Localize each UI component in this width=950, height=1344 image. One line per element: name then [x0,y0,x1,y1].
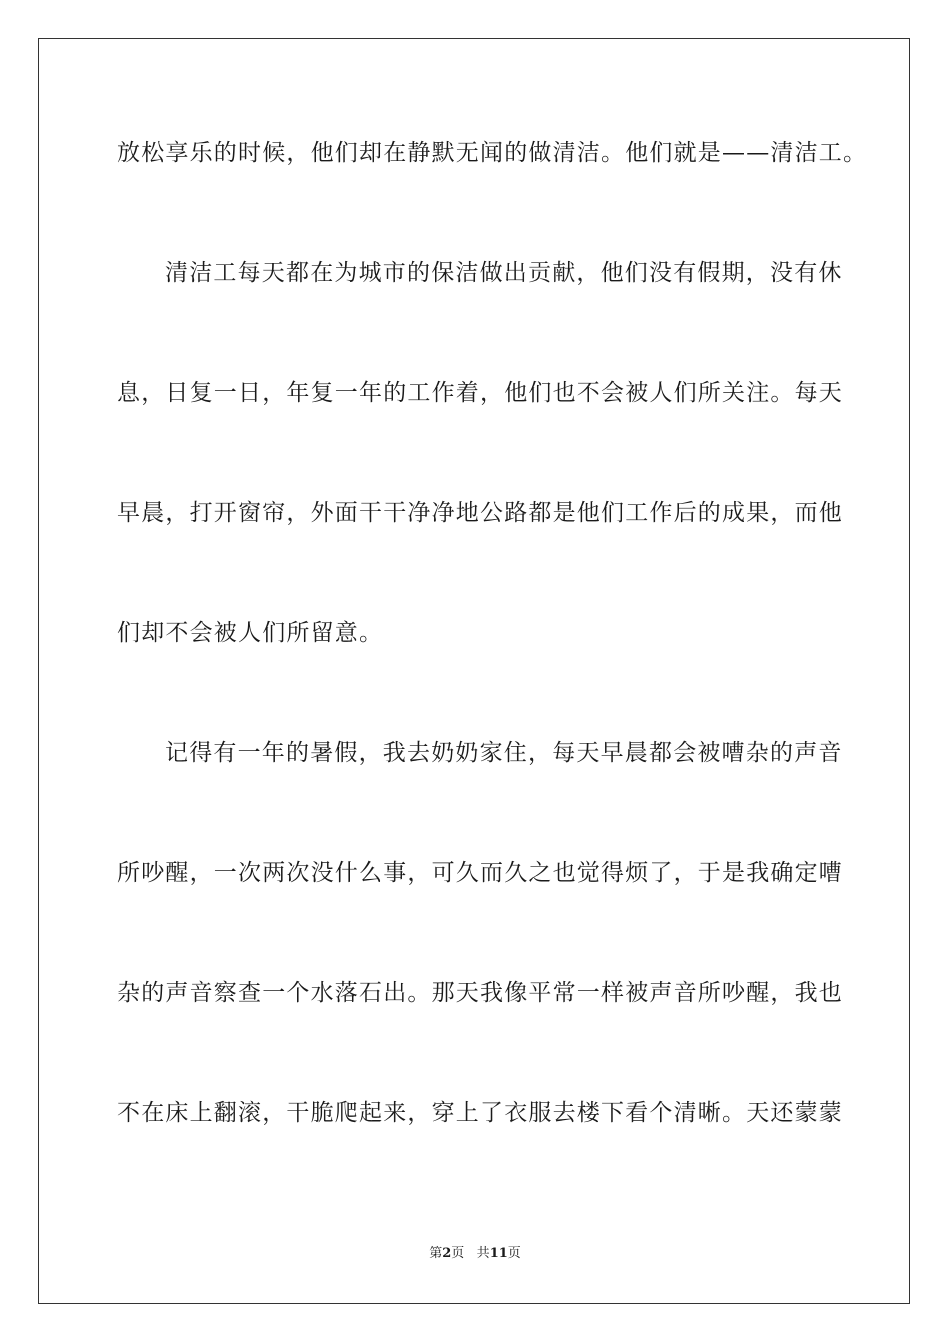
page-number: 2 [442,1246,452,1261]
document-body [117,129,868,1209]
text-line: 所吵醒，一次两次没什么事，可久而久之也觉得烦了，于是我确定嘈 [117,860,843,886]
text-line: 记得有一年的暑假，我去奶奶家住，每天早晨都会被嘈杂的声音 [165,740,843,766]
text-line: 放松享乐的时候，他们却在静默无闻的做清洁。他们就是——清洁工。 [117,140,868,166]
text-line: 杂的声音察查一个水落石出。那天我像平常一样被声音所吵醒，我也 [117,980,843,1006]
page-footer [0,1244,950,1264]
total-suffix: 页 [507,1246,521,1261]
total-prefix: 共 [476,1246,490,1261]
text-line: 早晨，打开窗帘，外面干干净净地公路都是他们工作后的成果，而他 [117,500,843,526]
text-line: 息，日复一日，年复一年的工作着，他们也不会被人们所关注。每天 [117,380,843,406]
text-line: 清洁工每天都在为城市的保洁做出贡献，他们没有假期，没有休 [165,260,843,286]
text-line: 不在床上翻滚，干脆爬起来，穿上了衣服去楼下看个清晰。天还蒙蒙 [117,1100,843,1126]
page-prefix: 第 [429,1246,443,1261]
total-pages: 11 [489,1246,508,1261]
text-line: 们却不会被人们所留意。 [117,620,384,646]
page-suffix: 页 [451,1246,465,1261]
